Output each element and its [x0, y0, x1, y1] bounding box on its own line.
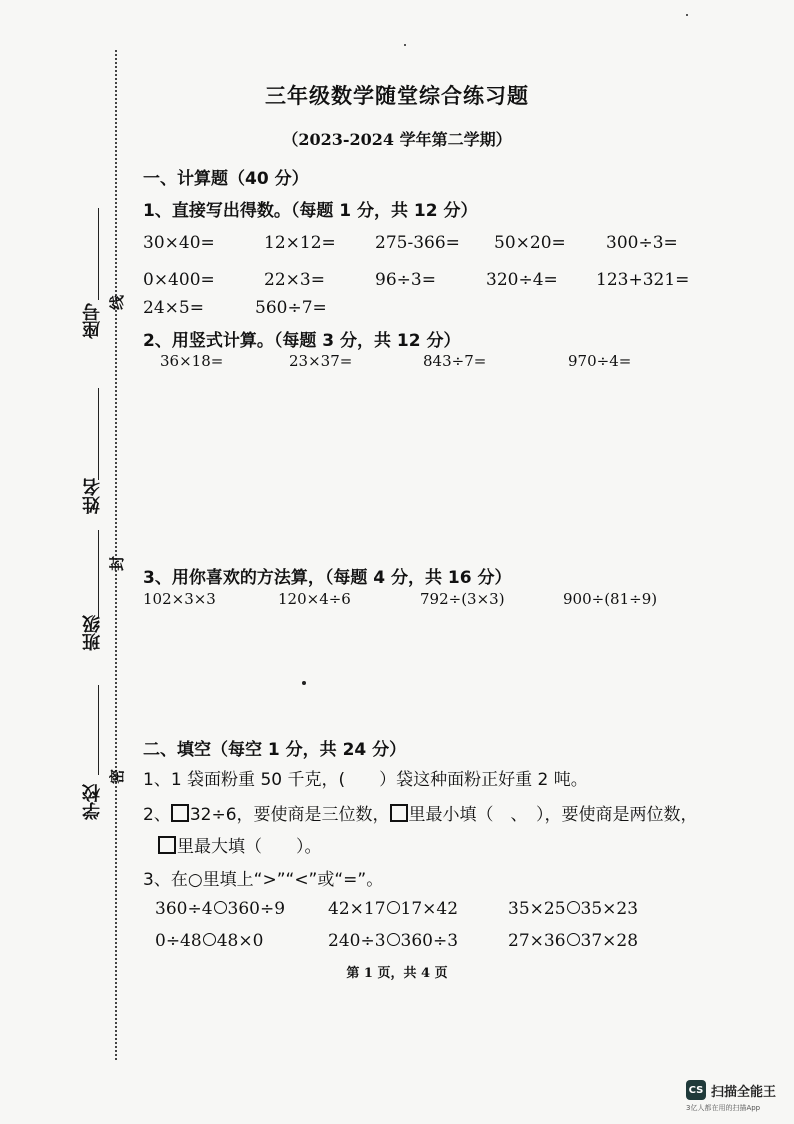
- compare-right: 360÷3: [400, 931, 459, 951]
- blank-circle-icon: [214, 901, 227, 914]
- compare-left: 42×17: [328, 899, 386, 919]
- seat-number-label: 座号: [82, 303, 103, 339]
- student-name-blank: [98, 388, 99, 480]
- seal-mark-line: 线: [108, 294, 127, 311]
- compare-right: 48×0: [216, 931, 264, 951]
- part1-heading: 1、直接写出得数。（每题 1 分，共 12 分）: [143, 201, 478, 221]
- oral-item: 275-366=: [375, 233, 460, 253]
- blank-circle-icon: [387, 901, 400, 914]
- blank-circle-icon: [203, 933, 216, 946]
- page-title: 三年级数学随堂综合练习题: [265, 84, 529, 108]
- scan-speck: [686, 14, 688, 16]
- seal-mark-seal: 封: [108, 555, 127, 572]
- vertical-calc-item: 843÷7=: [423, 352, 487, 370]
- oral-item: 560÷7=: [255, 298, 327, 318]
- compare-item: [155, 899, 285, 919]
- section1-heading: 一、计算题（40 分）: [143, 169, 309, 189]
- seat-number-blank: [98, 208, 99, 300]
- oral-item: 320÷4=: [486, 270, 558, 290]
- class-label: 班级: [82, 615, 103, 651]
- scan-speck: [302, 681, 306, 685]
- scanner-name: 扫描全能王: [711, 1084, 777, 1100]
- oral-item: 22×3=: [264, 270, 325, 290]
- school-blank: [98, 685, 99, 775]
- question-number: 2、: [143, 805, 171, 825]
- compare-left: 0÷48: [155, 931, 202, 951]
- scan-speck: [404, 44, 406, 46]
- oral-item: 96÷3=: [375, 270, 436, 290]
- student-name-label: 姓名: [82, 478, 103, 514]
- fill-question-1: 1、1 袋面粉重 50 千克，( ）袋这种面粉正好重 2 吨。: [143, 770, 588, 790]
- question-text: 里最大填（ ）。: [177, 837, 322, 857]
- oral-item: 30×40=: [143, 233, 215, 253]
- scanner-watermark: [686, 1080, 776, 1100]
- scanner-tagline: 3亿人都在用的扫描App: [686, 1104, 761, 1112]
- compare-right: 37×28: [580, 931, 639, 951]
- compare-right: 35×23: [580, 899, 639, 919]
- blank-circle-icon: [567, 901, 580, 914]
- compare-left: 360÷4: [155, 899, 213, 919]
- blank-circle-icon: [567, 933, 580, 946]
- blank-square-icon: [390, 804, 408, 822]
- compare-left: 27×36: [508, 931, 566, 951]
- blank-circle-icon: [387, 933, 400, 946]
- oral-item: 12×12=: [264, 233, 336, 253]
- blank-square-icon: [158, 836, 176, 854]
- seal-mark-secret: 密: [108, 768, 127, 785]
- oral-item: 300÷3=: [606, 233, 678, 253]
- page-footer: 第 1 页，共 4 页: [346, 966, 448, 981]
- page-subtitle: （2023-2024 学年第二学期）: [282, 130, 512, 149]
- oral-item: 50×20=: [494, 233, 566, 253]
- compare-item: [328, 931, 458, 951]
- compare-item: [328, 899, 458, 919]
- question-text: 里最小填（ 、 ），要使商是两位数，: [408, 805, 698, 825]
- oral-item: 24×5=: [143, 298, 204, 318]
- part3-heading: 3、用你喜欢的方法算，（每题 4 分，共 16 分）: [143, 568, 512, 588]
- camscanner-logo-icon: CS: [686, 1080, 706, 1100]
- class-blank: [98, 530, 99, 618]
- vertical-calc-item: 23×37=: [289, 352, 353, 370]
- vertical-calc-item: 36×18=: [160, 352, 224, 370]
- vertical-calc-item: 970÷4=: [568, 352, 632, 370]
- compare-left: 240÷3: [328, 931, 386, 951]
- fill-question-2-cont: [158, 832, 322, 857]
- compare-item: [508, 899, 638, 919]
- question-text: 32÷6，要使商是三位数，: [189, 805, 390, 825]
- compare-left: 35×25: [508, 899, 566, 919]
- fill-question-2: [143, 800, 698, 825]
- method-calc-item: 792÷(3×3): [420, 590, 505, 608]
- method-calc-item: 900÷(81÷9): [563, 590, 658, 608]
- part2-heading: 2、用竖式计算。（每题 3 分，共 12 分）: [143, 331, 461, 351]
- fill-question-3-heading: 3、在○里填上“>”“<”或“=”。: [143, 870, 384, 890]
- school-label: 学校: [82, 784, 103, 820]
- method-calc-item: 102×3×3: [143, 590, 216, 608]
- oral-item: 123+321=: [596, 270, 690, 290]
- oral-item: 0×400=: [143, 270, 215, 290]
- compare-item: [155, 931, 263, 951]
- method-calc-item: 120×4÷6: [278, 590, 351, 608]
- blank-square-icon: [171, 804, 189, 822]
- compare-right: 360÷9: [227, 899, 286, 919]
- compare-right: 17×42: [400, 899, 459, 919]
- section2-heading: 二、填空（每空 1 分，共 24 分）: [143, 740, 407, 760]
- compare-item: [508, 931, 638, 951]
